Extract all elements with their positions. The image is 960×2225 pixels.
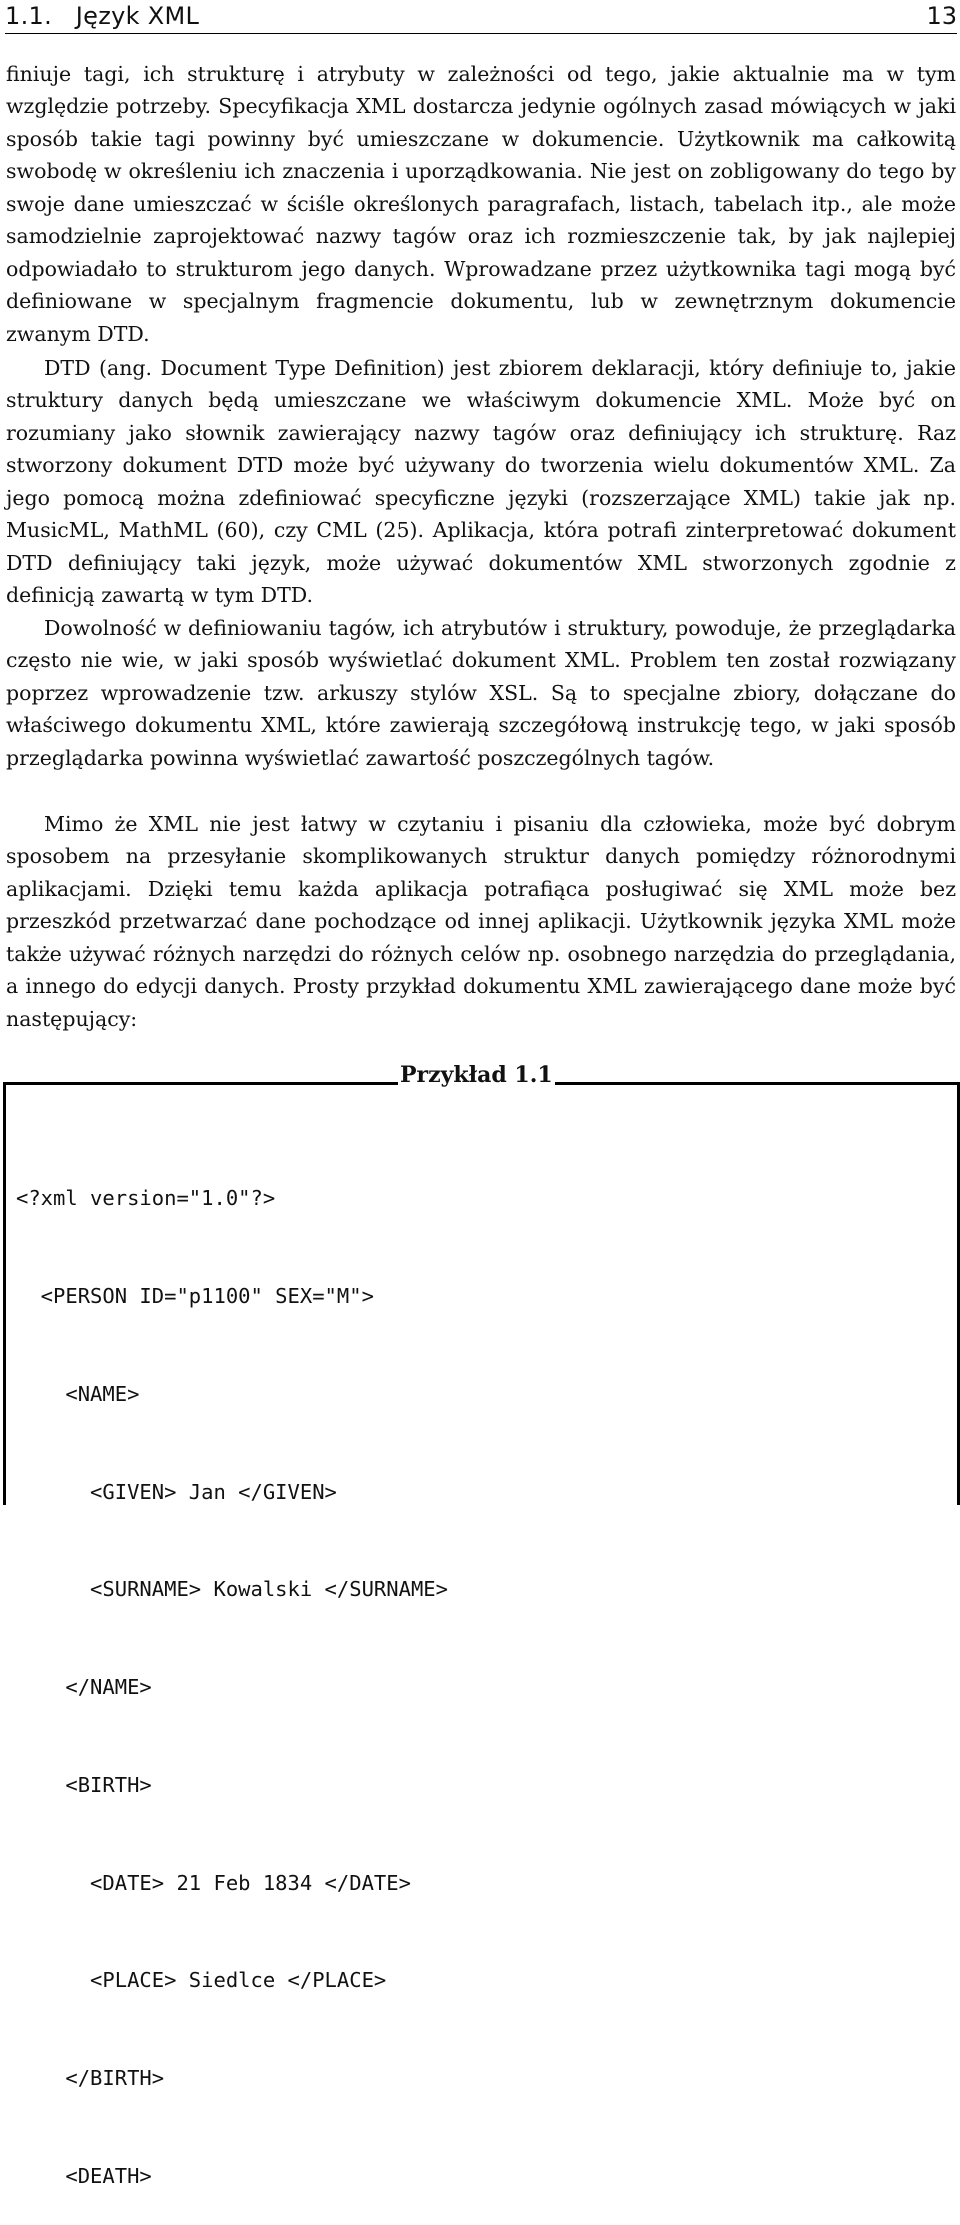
code-line: <DEATH> — [16, 2164, 152, 2188]
code-line: <BIRTH> — [16, 1772, 152, 1797]
running-header — [5, 0, 957, 34]
code-line: <SURNAME> Kowalski </SURNAME> — [16, 1577, 448, 1602]
paragraph-4: Mimo że XML nie jest łatwy w czytaniu i pisaniu dla człowieka, może być dobrym sposobem na przesyłanie skomplikowanych struktur danych pomiędzy różnorodnymi aplikacjami. Dzięki temu każda aplikacja potrafiąca posługiwać się XML może bez przeszkód przetwarzać dane pochodzące od innej aplikacji. Użytkownik języka XML może także używać różnych narzędzi do różnych celów np. osobnego narzędzia do przeglądania, a innego do edycji danych. Prosty przykład dokumentu XML zawierającego dane może być następujący: — [6, 812, 956, 1031]
code-line: <PLACE> Siedlce </PLACE> — [16, 1968, 387, 1993]
code-line: </BIRTH> — [16, 2066, 165, 2091]
code-line: <NAME> — [16, 1381, 140, 1406]
code-line: <GIVEN> Jan </GIVEN> — [16, 1479, 337, 1504]
page-number: 13 — [926, 2, 957, 30]
section-title: 1.1. Język XML — [5, 2, 200, 30]
xml-code-block — [16, 1117, 448, 2225]
paragraph-1: finiuje tagi, ich strukturę i atrybuty w zależności od tego, jakie aktualnie ma w tym względzie potrzeby. Specyfikacja XML dostarcza jedynie ogólnych zasad mówiących w jaki sposób takie tagi powinny być umieszczane w dokumencie. Użytkownik ma całkowitą swobodę w określeniu ich znaczenia i uporządkowania. Nie jest on zobligowany do tego by swoje dane umieszczać w ściśle określonych paragrafach, listach, tabelach itp., ale może samodzielnie zaprojektować nazwy tagów oraz ich rozmieszczenie tak, by jak najlepiej odpowiadało to strukturom jego danych. Wprowadzane przez użytkownika tagi mogą być definiowane w specjalnym fragmencie dokumentu, lub w zewnętrznym dokumencie zwanym DTD. — [6, 62, 956, 346]
code-line: <PERSON ID="p1100" SEX="M"> — [16, 1283, 374, 1308]
code-line: <DATE> 21 Feb 1834 </DATE> — [16, 1870, 411, 1895]
code-line: <?xml version="1.0"?> — [16, 1186, 276, 1211]
code-line: </NAME> — [16, 1675, 152, 1700]
example-title: Przykład 1.1 — [400, 1062, 553, 1088]
paragraph-2: DTD (ang. Document Type Definition) jest zbiorem deklaracji, który definiuje to, jakie struktury danych będą umieszczane we właściwym dokumencie XML. Może być on rozumiany jako słownik zawierający nazwy tagów oraz definiujący ich strukturę. Raz stworzony dokument DTD może być używany do tworzenia wielu dokumentów XML. Za jego pomocą można zdefiniować specyficzne języki (rozszerzające XML) takie jak np. MusicML, MathML (60), czy CML (25). Aplikacja, która potrafi zinterpretować dokument DTD definiujący taki język, może używać dokumentów XML stworzonych zgodnie z definicją zawartą w tym DTD. — [6, 356, 956, 608]
paragraph-3: Dowolność w definiowaniu tagów, ich atrybutów i struktury, powoduje, że przeglądarka często nie wie, w jaki sposób wyświetlać dokument XML. Problem ten został rozwiązany poprzez wprowadzenie tzw. arkuszy stylów XSL. Są to specjalne zbiory, dołączane do właściwego dokumentu XML, które zawierają szczegółową instrukcję tego, w jaki sposób przeglądarka powinna wyświetlać zawartość poszczególnych tagów. — [6, 616, 956, 770]
